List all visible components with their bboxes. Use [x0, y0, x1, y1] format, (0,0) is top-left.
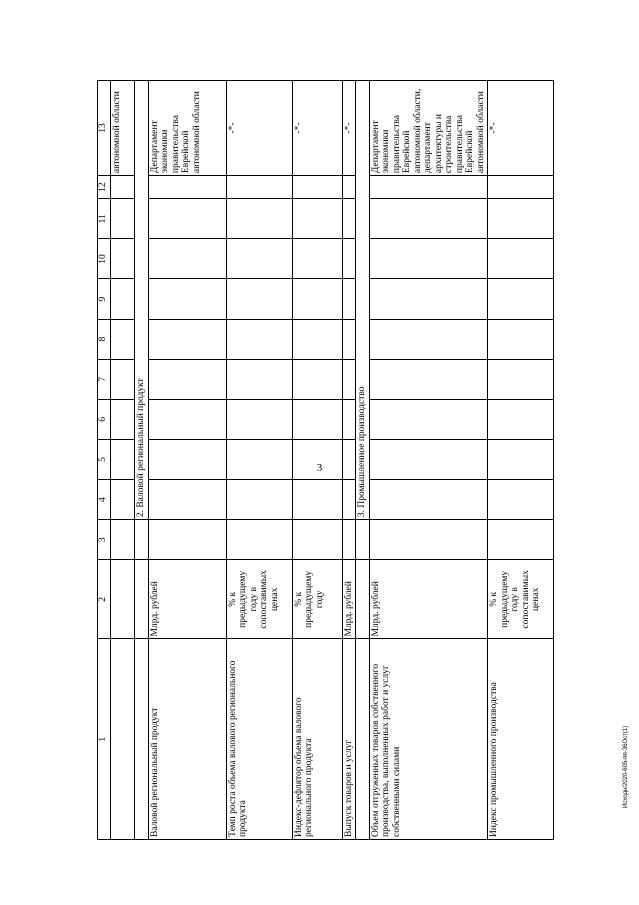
indicator-name: Валовой региональный продукт [148, 639, 226, 840]
table-row [226, 81, 292, 840]
unit: % к предыдущему году [292, 560, 342, 639]
table-row [488, 81, 554, 840]
responsible: -*- [342, 81, 356, 176]
col-header-9: 9 [98, 279, 111, 319]
col-header-2: 2 [98, 560, 111, 639]
indicator-table [97, 80, 554, 840]
column-number-row [98, 81, 111, 840]
page-number: 3 [316, 462, 323, 474]
col-header-1: 1 [98, 639, 111, 840]
table-row [148, 81, 226, 840]
col-header-4: 4 [98, 480, 111, 520]
continuation-row [111, 81, 135, 840]
responsible: Департамент экономики правительства Еврейской автономной области [148, 81, 226, 176]
unit: Млрд. рублей [342, 560, 356, 639]
footer-note: Исходн/2020-605-пп-36Ост(1) [623, 725, 629, 808]
unit: Млрд. рублей [369, 560, 488, 639]
col-header-7: 7 [98, 359, 111, 399]
unit: Млрд. рублей [148, 560, 226, 639]
continuation-cell: автономной области [111, 81, 135, 176]
responsible: Департамент экономики правительства Еврейской автономной области, департамент архитектуры и строительства правительства Еврейской автономной области [369, 81, 488, 176]
responsible: -*- [292, 81, 342, 176]
col-header-11: 11 [98, 199, 111, 239]
col-header-8: 8 [98, 319, 111, 359]
responsible: -*- [488, 81, 554, 176]
table-row [292, 81, 342, 840]
section-row [135, 81, 149, 840]
indicator-name: Выпуск товаров и услуг [342, 639, 356, 840]
indicator-table-wrap [97, 80, 639, 840]
table-row [342, 81, 356, 840]
indicator-name: Объем отгруженных товаров собственного производства, выполненных работ и услуг собственными силами [369, 639, 488, 840]
section-title: 2. Валовой региональный продукт [135, 81, 149, 520]
col-header-5: 5 [98, 439, 111, 479]
indicator-name: Темп роста объема валового регионального продукта [226, 639, 292, 840]
section-title: 3. Промышленное производство [356, 81, 370, 520]
col-header-13: 13 [98, 81, 111, 176]
col-header-6: 6 [98, 399, 111, 439]
section-row [356, 81, 370, 840]
col-header-12: 12 [98, 176, 111, 199]
unit: % к предыдущему году в сопоставимых ценах [226, 560, 292, 639]
col-header-3: 3 [98, 520, 111, 560]
unit: % к предыдущему году в сопоставимых ценах [488, 560, 554, 639]
table-row [369, 81, 488, 840]
responsible: -*- [226, 81, 292, 176]
col-header-10: 10 [98, 239, 111, 279]
indicator-name: Индекс-дефлятор объема валового регионального продукта [292, 639, 342, 840]
indicator-name: Индекс промышленного производства [488, 639, 554, 840]
